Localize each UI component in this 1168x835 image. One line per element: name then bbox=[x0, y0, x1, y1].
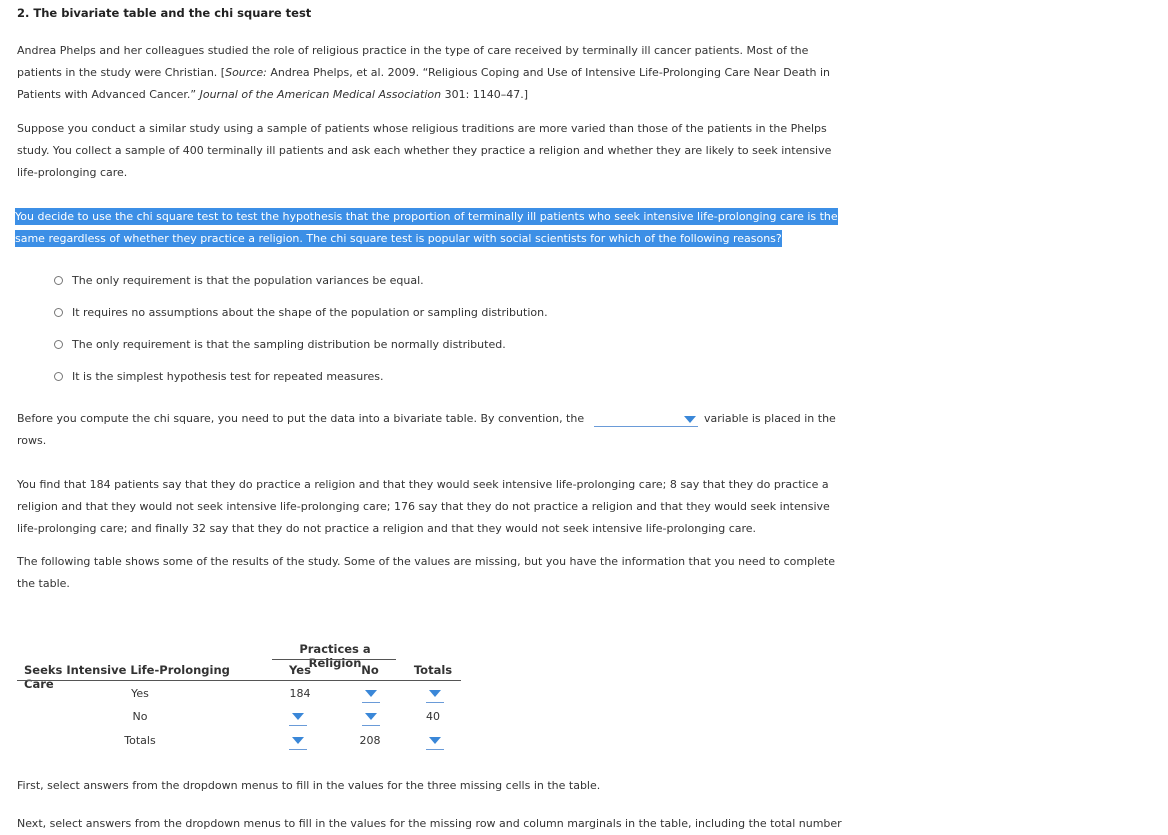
column-group-rule bbox=[272, 659, 396, 660]
column-header-no: No bbox=[361, 663, 379, 677]
cell-no-totals: 40 bbox=[426, 710, 440, 723]
findings-paragraph bbox=[17, 474, 852, 540]
option-label: The only requirement is that the sampling distribution be normally distributed. bbox=[72, 337, 506, 351]
suppose-line-2: study. You collect a sample of 400 terminally ill patients and ask each whether they practice a religion and whether they are likely to seek intensive bbox=[17, 144, 832, 157]
radio-button[interactable] bbox=[54, 308, 63, 317]
row-label-yes: Yes bbox=[131, 687, 149, 700]
chevron-down-icon bbox=[365, 713, 377, 720]
radio-button[interactable] bbox=[54, 340, 63, 349]
option-label: It is the simplest hypothesis test for repeated measures. bbox=[72, 369, 384, 383]
findings-line-2: religion and that they would not seek intensive life-prolonging care; 176 say that they do not practice a religion and that they would seek intensive bbox=[17, 500, 830, 513]
chevron-down-icon bbox=[292, 713, 304, 720]
question-line-1: You decide to use the chi square test to test the hypothesis that the proportion of terminally ill patients who seek intensive life-prolonging care is the bbox=[15, 210, 838, 223]
column-header-yes: Yes bbox=[289, 663, 311, 677]
chevron-down-icon bbox=[429, 690, 441, 697]
table-intro-line-2: the table. bbox=[17, 577, 70, 590]
option-3[interactable] bbox=[54, 328, 548, 360]
option-label: It requires no assumptions about the shape of the population or sampling distribution. bbox=[72, 305, 548, 319]
option-2[interactable] bbox=[54, 296, 548, 328]
question-title: 2. The bivariate table and the chi square test bbox=[17, 6, 312, 20]
journal-name: Journal of the American Medical Association bbox=[199, 88, 442, 101]
chevron-down-icon bbox=[684, 416, 696, 423]
findings-line-1: You find that 184 patients say that they do practice a religion and that they would seek intensive life-prolonging care; 8 say that they do practice a bbox=[17, 478, 829, 491]
intro-paragraph bbox=[17, 40, 852, 106]
cell-totals-yes-dropdown[interactable] bbox=[289, 733, 307, 749]
intro-line-2: patients in the study were Christian. [Source: Andrea Phelps, et al. 2009. “Religious Coping and Use of Intensive Life-Prolonging Care Near Death in bbox=[17, 66, 831, 79]
row-label-no: No bbox=[132, 710, 148, 723]
question-prompt bbox=[15, 206, 855, 250]
table-intro-paragraph bbox=[17, 551, 852, 595]
before-text-c: rows. bbox=[17, 434, 47, 447]
suppose-paragraph bbox=[17, 118, 852, 184]
chevron-down-icon bbox=[429, 737, 441, 744]
suppose-line-3: life-prolonging care. bbox=[17, 166, 128, 179]
before-text-a: Before you compute the chi square, you need to put the data into a bivariate table. By convention, the bbox=[17, 412, 585, 425]
intro-line-1: Andrea Phelps and her colleagues studied the role of religious practice in the type of care received by terminally ill cancer patients. Most of the bbox=[17, 44, 809, 57]
chevron-down-icon bbox=[292, 737, 304, 744]
source-label: Source: bbox=[225, 66, 267, 79]
column-header-totals: Totals bbox=[413, 663, 453, 677]
cell-yes-totals-dropdown[interactable] bbox=[426, 686, 444, 702]
instruction-next: Next, select answers from the dropdown menus to fill in the values for the missing row and column marginals in the table, including the total number bbox=[17, 817, 842, 830]
option-1[interactable] bbox=[54, 264, 548, 296]
row-label-totals: Totals bbox=[124, 734, 156, 747]
findings-line-3: life-prolonging care; and finally 32 say that they do not practice a religion and that they would not seek intensive life-prolonging care. bbox=[17, 522, 757, 535]
option-label: The only requirement is that the population variances be equal. bbox=[72, 273, 424, 287]
intro-line-3: Patients with Advanced Cancer.” Journal of the American Medical Association 301: 1140–47.] bbox=[17, 88, 529, 101]
column-group-header: Practices a Religion bbox=[299, 642, 371, 670]
question-line-2: same regardless of whether they practice a religion. The chi square test is popular with social scientists for which of the following reasons? bbox=[15, 232, 782, 245]
answer-options bbox=[54, 264, 548, 392]
instruction-first: First, select answers from the dropdown menus to fill in the values for the three missing cells in the table. bbox=[17, 779, 601, 792]
cell-yes-no-dropdown[interactable] bbox=[362, 686, 380, 702]
table-intro-line-1: The following table shows some of the results of the study. Some of the values are missing, but you have the information that you need to complete bbox=[17, 555, 836, 568]
chevron-down-icon bbox=[365, 690, 377, 697]
header-rule bbox=[17, 680, 461, 681]
option-4[interactable] bbox=[54, 360, 548, 392]
suppose-line-1: Suppose you conduct a similar study using a sample of patients whose religious traditions are more varied than those of the patients in the Phelps bbox=[17, 122, 827, 135]
cell-totals-no: 208 bbox=[359, 734, 381, 747]
cell-totals-totals-dropdown[interactable] bbox=[426, 733, 444, 749]
before-text-b: variable is placed in the bbox=[704, 412, 836, 425]
cell-yes-yes: 184 bbox=[289, 687, 311, 700]
cell-no-no-dropdown[interactable] bbox=[362, 709, 380, 725]
variable-dropdown[interactable] bbox=[594, 410, 698, 427]
row-header: Seeks Intensive Life-Prolonging Care bbox=[24, 663, 230, 691]
cell-no-yes-dropdown[interactable] bbox=[289, 709, 307, 725]
radio-button[interactable] bbox=[54, 372, 63, 381]
radio-button[interactable] bbox=[54, 276, 63, 285]
